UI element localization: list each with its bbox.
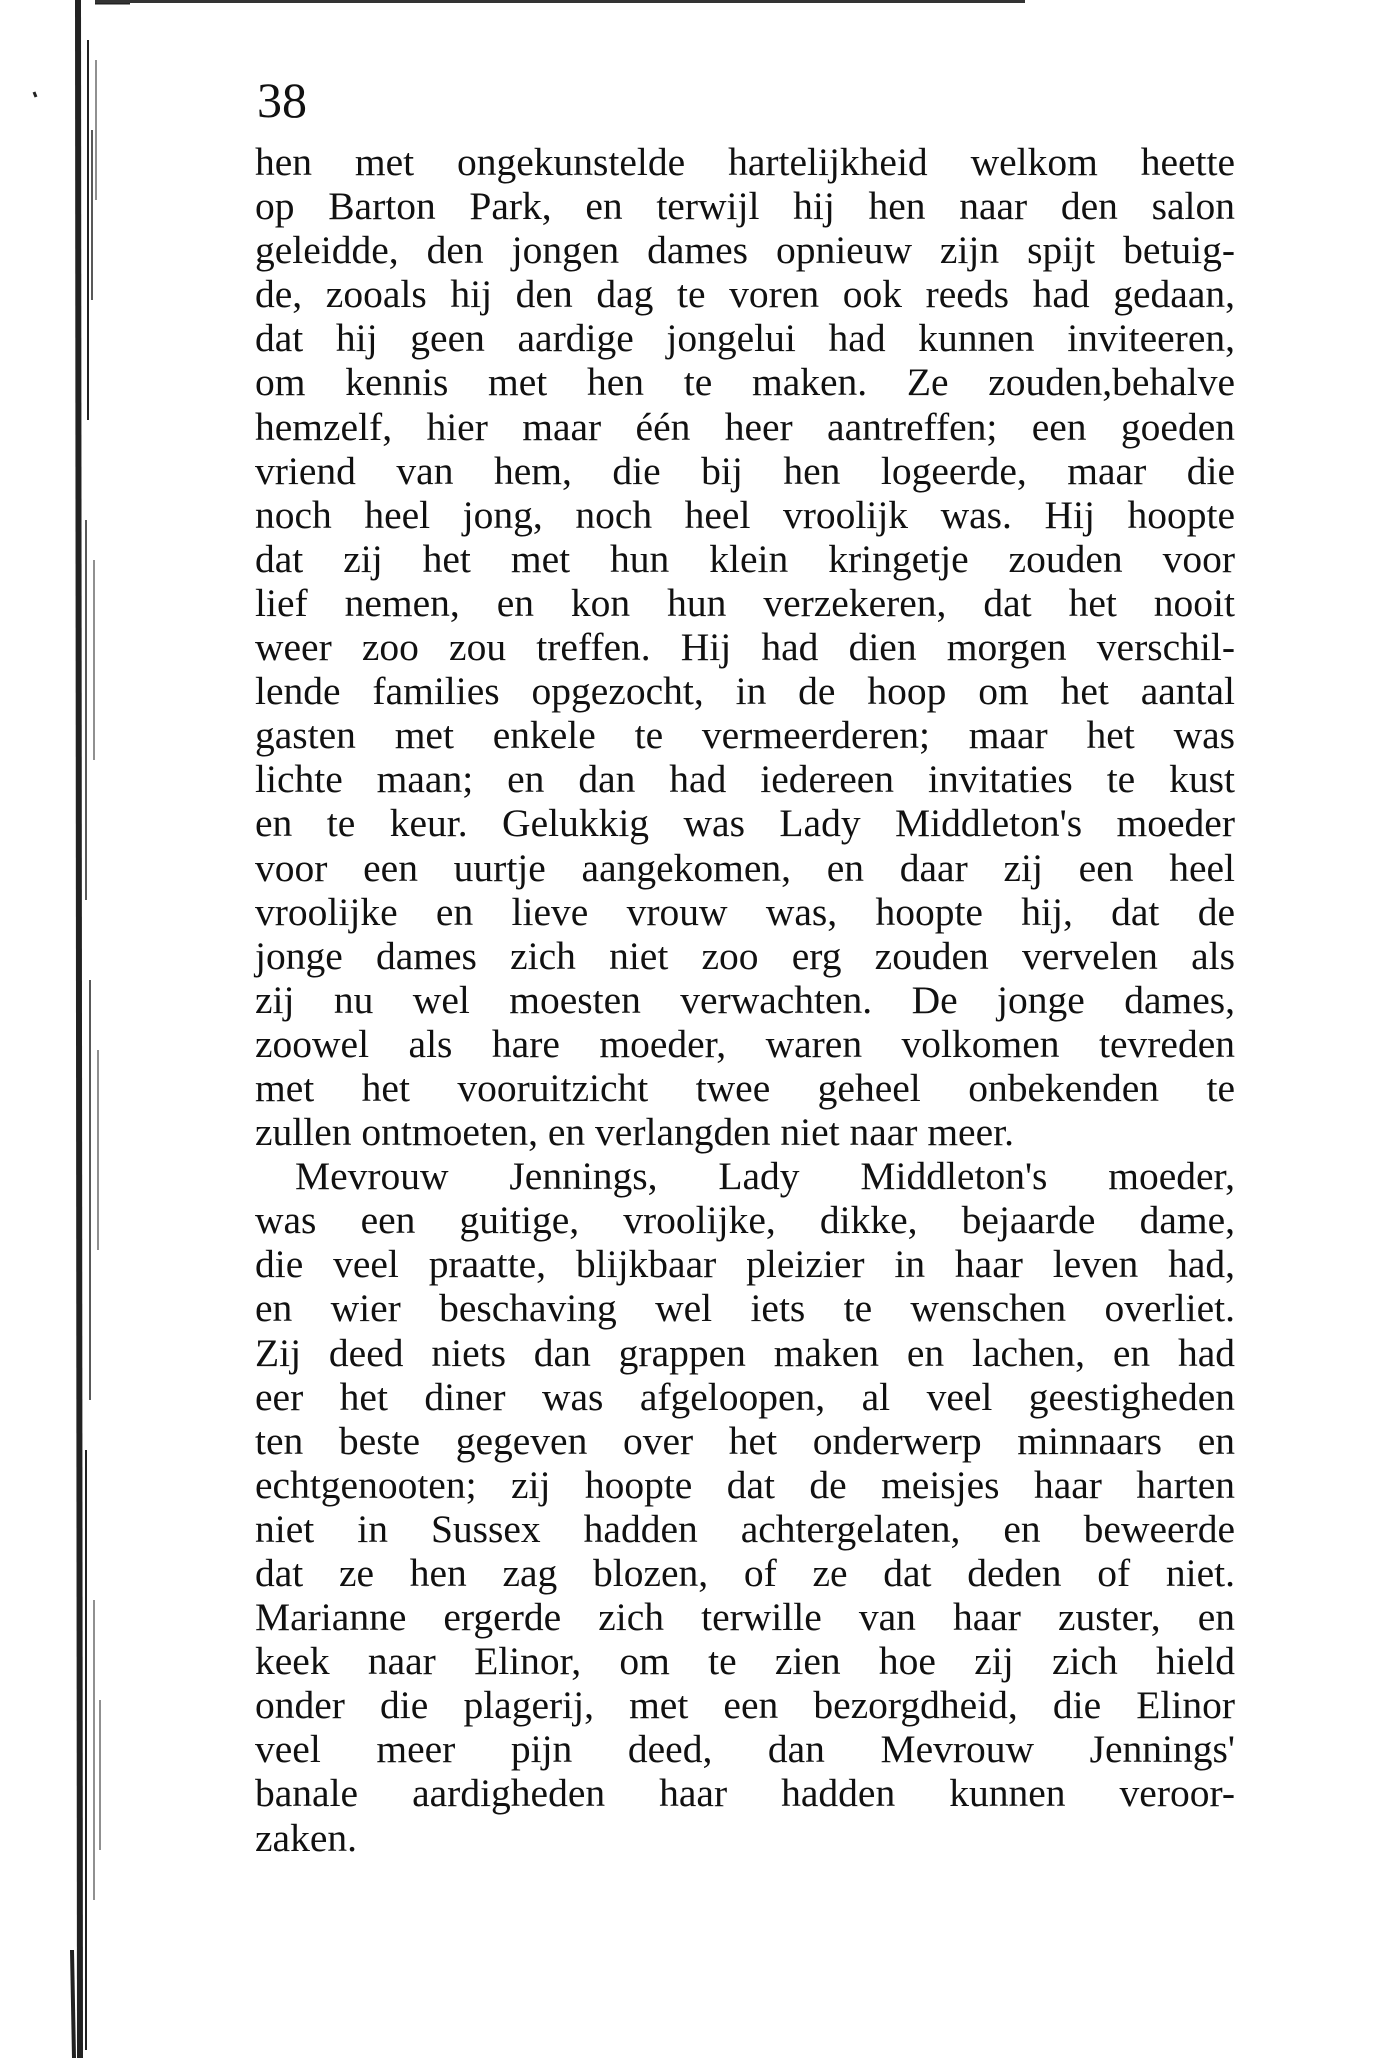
text-line: zoowel als hare moeder, waren volkomen tevreden xyxy=(255,1021,1235,1066)
page-number: 38 xyxy=(257,72,307,128)
text-line: dat hij geen aardige jongelui had kunnen inviteeren, xyxy=(255,316,1235,361)
text-line: voor een uurtje aangekomen, en daar zij een heel xyxy=(255,845,1235,890)
text-line: weer zoo zou treffen. Hij had dien morgen verschil- xyxy=(255,625,1235,670)
text-line: veel meer pijn deed, dan Mevrouw Jennings' xyxy=(255,1727,1235,1772)
text-line: de, zooals hij den dag te voren ook reeds had gedaan, xyxy=(255,272,1235,317)
text-line: hen met ongekunstelde hartelijkheid welkom heette xyxy=(255,140,1235,184)
text-line: dat ze hen zag blozen, of ze dat deden of niet. xyxy=(255,1551,1235,1595)
binding-gutter-marks xyxy=(0,0,130,2058)
text-line: geleidde, den jongen dames opnieuw zijn spijt betuig- xyxy=(255,228,1235,273)
text-line: lende families opgezocht, in de hoop om het aantal xyxy=(255,669,1235,714)
text-line: hemzelf, hier maar één heer aantreffen; een goeden xyxy=(255,404,1235,449)
text-line: jonge dames zich niet zoo erg zouden vervelen als xyxy=(255,933,1235,978)
text-line: was een guitige, vroolijke, dikke, bejaarde dame, xyxy=(255,1198,1235,1243)
text-line: gasten met enkele te vermeerderen; maar het was xyxy=(255,713,1235,758)
text-line: die veel praatte, blijkbaar pleizier in haar leven had, xyxy=(255,1242,1235,1287)
text-line: Zij deed niets dan grappen maken en lachen, en had xyxy=(255,1330,1235,1375)
text-line: echtgenooten; zij hoopte dat de meisjes haar harten xyxy=(255,1462,1235,1507)
text-line: noch heel jong, noch heel vroolijk was. Hij hoopte xyxy=(255,492,1235,537)
text-line: dat zij het met hun klein kringetje zouden voor xyxy=(255,536,1235,581)
text-line: met het vooruitzicht twee geheel onbekenden te xyxy=(255,1065,1235,1110)
text-line: zij nu wel moesten verwachten. De jonge dames, xyxy=(255,977,1235,1022)
text-line: keek naar Elinor, om te zien hoe zij zich hield xyxy=(255,1639,1235,1684)
page-top-rule xyxy=(95,0,1025,3)
paragraph-end-line: zaken. xyxy=(255,1815,357,1860)
text-line: vroolijke en lieve vrouw was, hoopte hij, dat de xyxy=(255,889,1235,934)
text-line: niet in Sussex hadden achtergelaten, en beweerde xyxy=(255,1506,1235,1551)
paragraph-start-line: Mevrouw Jennings, Lady Middleton's moeder, xyxy=(295,1154,1235,1199)
text-line: op Barton Park, en terwijl hij hen naar den salon xyxy=(255,184,1235,229)
paragraph-end-line: zullen ontmoeten, en verlangden niet naar meer. xyxy=(255,1110,1014,1155)
text-line: Marianne ergerde zich terwille van haar zuster, en xyxy=(255,1595,1235,1640)
text-line: om kennis met hen te maken. Ze zouden,behalve xyxy=(255,360,1235,405)
text-line: lief nemen, en kon hun verzekeren, dat het nooit xyxy=(255,580,1235,625)
body-text xyxy=(255,140,1235,1860)
text-line: lichte maan; en dan had iedereen invitaties te kust xyxy=(255,757,1235,802)
text-line: en te keur. Gelukkig was Lady Middleton's moeder xyxy=(255,801,1235,846)
text-line: ten beste gegeven over het onderwerp minnaars en xyxy=(255,1418,1235,1463)
text-line: en wier beschaving wel iets te wenschen overliet. xyxy=(255,1286,1235,1331)
text-line: eer het diner was afgeloopen, al veel geestigheden xyxy=(255,1374,1235,1419)
book-page xyxy=(255,70,1235,1860)
text-line: onder die plagerij, met een bezorgdheid, die Elinor xyxy=(255,1683,1235,1728)
text-line: banale aardigheden haar hadden kunnen veroor- xyxy=(255,1771,1235,1816)
text-line: vriend van hem, die bij hen logeerde, maar die xyxy=(255,448,1235,493)
